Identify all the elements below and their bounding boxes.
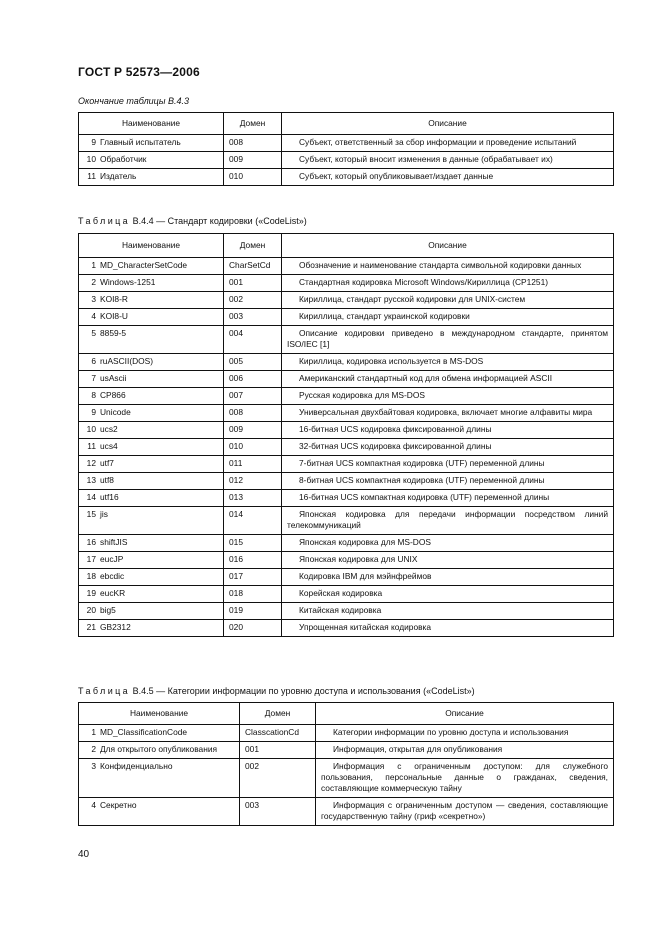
cell-domain: 010	[224, 439, 282, 456]
table-row	[79, 552, 614, 569]
cell-name	[79, 798, 240, 826]
header-domain: Домен	[224, 234, 282, 258]
table-row	[79, 169, 614, 186]
table-row	[79, 309, 614, 326]
cell-description: 16-битная UCS компактная кодировка (UTF) переменной длины	[282, 490, 614, 507]
row-name: usAscii	[100, 373, 127, 383]
cell-description: Субъект, который вносит изменения в данные (обрабатывает их)	[282, 152, 614, 169]
row-number: 8	[91, 390, 96, 400]
row-name: eucKR	[100, 588, 126, 598]
cell-description: Японская кодировка для UNIX	[282, 552, 614, 569]
row-name: Конфиденциально	[100, 761, 173, 771]
table-row	[79, 326, 614, 354]
table-b43	[78, 112, 614, 186]
row-number: 4	[91, 311, 96, 321]
caption-prefix: Таблица	[78, 686, 131, 696]
cell-description: Информация с ограниченным доступом: для служебного пользования, персональные данные о гражданах, сведения, составляющие коммерческую тайну	[316, 759, 614, 798]
row-number: 5	[91, 328, 96, 338]
cell-description: Кириллица, стандарт русской кодировки для UNIX-систем	[282, 292, 614, 309]
cell-description: Стандартная кодировка Microsoft Windows/Кириллица (CP1251)	[282, 275, 614, 292]
table-row	[79, 275, 614, 292]
row-number: 20	[86, 605, 96, 615]
cell-domain: 020	[224, 620, 282, 637]
table-row	[79, 620, 614, 637]
cell-name	[79, 456, 224, 473]
table-row	[79, 603, 614, 620]
table-row	[79, 586, 614, 603]
cell-description: 7-битная UCS компактная кодировка (UTF) переменной длины	[282, 456, 614, 473]
table-b43-body	[79, 135, 614, 186]
row-number: 9	[91, 407, 96, 417]
cell-name	[79, 490, 224, 507]
cell-name	[79, 422, 224, 439]
cell-name	[79, 759, 240, 798]
row-name: Windows-1251	[100, 277, 156, 287]
cell-domain: 016	[224, 552, 282, 569]
table-row	[79, 725, 614, 742]
table-b44	[78, 233, 614, 637]
table-row	[79, 405, 614, 422]
cell-domain: 009	[224, 422, 282, 439]
caption-text: В.4.4 — Стандарт кодировки («CodeList»)	[132, 216, 307, 226]
cell-description: Кириллица, кодировка используется в MS-DOS	[282, 354, 614, 371]
cell-domain: ClasscationCd	[240, 725, 316, 742]
cell-domain: 014	[224, 507, 282, 535]
cell-domain: 012	[224, 473, 282, 490]
cell-name	[79, 169, 224, 186]
table-row	[79, 473, 614, 490]
cell-name	[79, 152, 224, 169]
cell-domain: 011	[224, 456, 282, 473]
header-name: Наименование	[79, 234, 224, 258]
row-number: 19	[86, 588, 96, 598]
row-name: Главный испытатель	[100, 137, 181, 147]
row-number: 2	[91, 744, 96, 754]
header-domain: Домен	[224, 113, 282, 135]
cell-description: Субъект, который опубликовывает/издает данные	[282, 169, 614, 186]
cell-domain: 013	[224, 490, 282, 507]
cell-domain: 001	[224, 275, 282, 292]
table-b45	[78, 702, 614, 826]
cell-name	[79, 371, 224, 388]
row-name: utf16	[100, 492, 119, 502]
cell-domain: 010	[224, 169, 282, 186]
cell-name	[79, 725, 240, 742]
row-number: 10	[86, 424, 96, 434]
cell-domain: 003	[224, 309, 282, 326]
row-number: 11	[87, 171, 96, 181]
row-number: 10	[86, 154, 96, 164]
cell-name	[79, 405, 224, 422]
row-name: eucJP	[100, 554, 124, 564]
row-number: 15	[86, 509, 96, 519]
document-title: ГОСТ Р 52573—2006	[78, 65, 200, 79]
cell-description: Японская кодировка для MS-DOS	[282, 535, 614, 552]
table-row	[79, 135, 614, 152]
header-name: Наименование	[79, 703, 240, 725]
cell-description: 8-битная UCS компактная кодировка (UTF) переменной длины	[282, 473, 614, 490]
table-header-row	[79, 234, 614, 258]
row-name: Издатель	[100, 171, 137, 181]
table-row	[79, 354, 614, 371]
cell-description: Кириллица, стандарт украинской кодировки	[282, 309, 614, 326]
cell-description: Корейская кодировка	[282, 586, 614, 603]
cell-name	[79, 586, 224, 603]
cell-name	[79, 742, 240, 759]
row-number: 21	[86, 622, 96, 632]
row-number: 2	[91, 277, 96, 287]
table-row	[79, 422, 614, 439]
cell-name	[79, 552, 224, 569]
row-name: utf8	[100, 475, 114, 485]
cell-domain: 008	[224, 135, 282, 152]
cell-description: 16-битная UCS кодировка фиксированной длины	[282, 422, 614, 439]
cell-domain: CharSetCd	[224, 258, 282, 275]
row-number: 3	[91, 294, 96, 304]
row-name: ucs4	[100, 441, 118, 451]
cell-name	[79, 473, 224, 490]
row-number: 12	[86, 458, 96, 468]
cell-name	[79, 292, 224, 309]
cell-name	[79, 535, 224, 552]
cell-domain: 009	[224, 152, 282, 169]
cell-description: Кодировка IBM для мэйнфреймов	[282, 569, 614, 586]
cell-name	[79, 620, 224, 637]
cell-domain: 001	[240, 742, 316, 759]
cell-description: Японская кодировка для передачи информации посредством линий телекоммуникаций	[282, 507, 614, 535]
cell-description: Субъект, ответственный за сбор информации и проведение испытаний	[282, 135, 614, 152]
row-name: Unicode	[100, 407, 131, 417]
cell-name	[79, 135, 224, 152]
row-name: jis	[100, 509, 108, 519]
row-name: utf7	[100, 458, 114, 468]
row-name: Обработчик	[100, 154, 147, 164]
cell-name	[79, 354, 224, 371]
cell-description: Информация с ограниченным доступом — сведения, составляющие государственную тайну (гриф «секретно»)	[316, 798, 614, 826]
table-b44-caption	[78, 216, 307, 226]
cell-domain: 017	[224, 569, 282, 586]
row-name: KOI8-U	[100, 311, 128, 321]
row-number: 16	[86, 537, 96, 547]
header-description: Описание	[282, 113, 614, 135]
cell-name	[79, 603, 224, 620]
cell-domain: 003	[240, 798, 316, 826]
caption-text: В.4.5 — Категории информации по уровню доступа и использования («CodeList»)	[132, 686, 475, 696]
row-name: ebcdic	[100, 571, 125, 581]
row-number: 18	[86, 571, 96, 581]
row-name: Для открытого опубликования	[100, 744, 218, 754]
row-number: 1	[91, 727, 96, 737]
cell-name	[79, 309, 224, 326]
cell-description: Русская кодировка для MS-DOS	[282, 388, 614, 405]
cell-description: 32-битная UCS кодировка фиксированной длины	[282, 439, 614, 456]
cell-name	[79, 569, 224, 586]
cell-domain: 004	[224, 326, 282, 354]
table-b45-caption	[78, 686, 475, 696]
table-row	[79, 742, 614, 759]
header-description: Описание	[316, 703, 614, 725]
row-number: 4	[91, 800, 96, 810]
cell-name	[79, 507, 224, 535]
cell-domain: 006	[224, 371, 282, 388]
table-row	[79, 152, 614, 169]
row-number: 14	[86, 492, 96, 502]
header-name: Наименование	[79, 113, 224, 135]
table-row	[79, 507, 614, 535]
header-description: Описание	[282, 234, 614, 258]
table-row	[79, 759, 614, 798]
cell-description: Универсальная двухбайтовая кодировка, включает многие алфавиты мира	[282, 405, 614, 422]
page-number: 40	[78, 849, 90, 860]
row-name: MD_CharacterSetCode	[100, 260, 188, 270]
table-row	[79, 292, 614, 309]
row-number: 1	[91, 260, 96, 270]
cell-domain: 018	[224, 586, 282, 603]
table-row	[79, 490, 614, 507]
row-name: MD_ClassificationCode	[100, 727, 188, 737]
cell-domain: 019	[224, 603, 282, 620]
row-name: ucs2	[100, 424, 118, 434]
cell-domain: 002	[224, 292, 282, 309]
cell-domain: 005	[224, 354, 282, 371]
cell-description: Информация, открытая для опубликования	[316, 742, 614, 759]
row-name: GB2312	[100, 622, 131, 632]
cell-description: Китайская кодировка	[282, 603, 614, 620]
cell-domain: 008	[224, 405, 282, 422]
table-header-row	[79, 113, 614, 135]
table-row	[79, 456, 614, 473]
row-number: 6	[91, 356, 96, 366]
table-b44-body	[79, 258, 614, 637]
row-number: 11	[87, 441, 96, 451]
table-row	[79, 371, 614, 388]
row-number: 9	[91, 137, 96, 147]
header-domain: Домен	[240, 703, 316, 725]
cell-name	[79, 326, 224, 354]
table-row	[79, 798, 614, 826]
row-number: 17	[86, 554, 96, 564]
row-name: KOI8-R	[100, 294, 128, 304]
cell-domain: 002	[240, 759, 316, 798]
row-number: 7	[91, 373, 96, 383]
row-number: 3	[91, 761, 96, 771]
row-name: shiftJIS	[100, 537, 128, 547]
cell-domain: 015	[224, 535, 282, 552]
cell-name	[79, 439, 224, 456]
cell-description: Упрощенная китайская кодировка	[282, 620, 614, 637]
caption-prefix: Таблица	[78, 216, 131, 226]
row-name: CP866	[100, 390, 126, 400]
row-name: 8859-5	[100, 328, 127, 338]
cell-name	[79, 275, 224, 292]
table-b43-caption: Окончание таблицы В.4.3	[78, 96, 189, 106]
cell-domain: 007	[224, 388, 282, 405]
row-name: big5	[100, 605, 116, 615]
row-name: ruASCII(DOS)	[100, 356, 154, 366]
table-header-row	[79, 703, 614, 725]
row-name: Секретно	[100, 800, 137, 810]
table-b45-body	[79, 725, 614, 826]
table-row	[79, 535, 614, 552]
cell-description: Обозначение и наименование стандарта символьной кодировки данных	[282, 258, 614, 275]
table-row	[79, 569, 614, 586]
table-row	[79, 258, 614, 275]
cell-description: Описание кодировки приведено в международном стандарте, принятом ISO/IEC [1]	[282, 326, 614, 354]
cell-description: Категории информации по уровню доступа и использования	[316, 725, 614, 742]
row-number: 13	[86, 475, 96, 485]
table-row	[79, 439, 614, 456]
cell-description: Американский стандартный код для обмена информацией ASCII	[282, 371, 614, 388]
cell-name	[79, 258, 224, 275]
table-row	[79, 388, 614, 405]
cell-name	[79, 388, 224, 405]
